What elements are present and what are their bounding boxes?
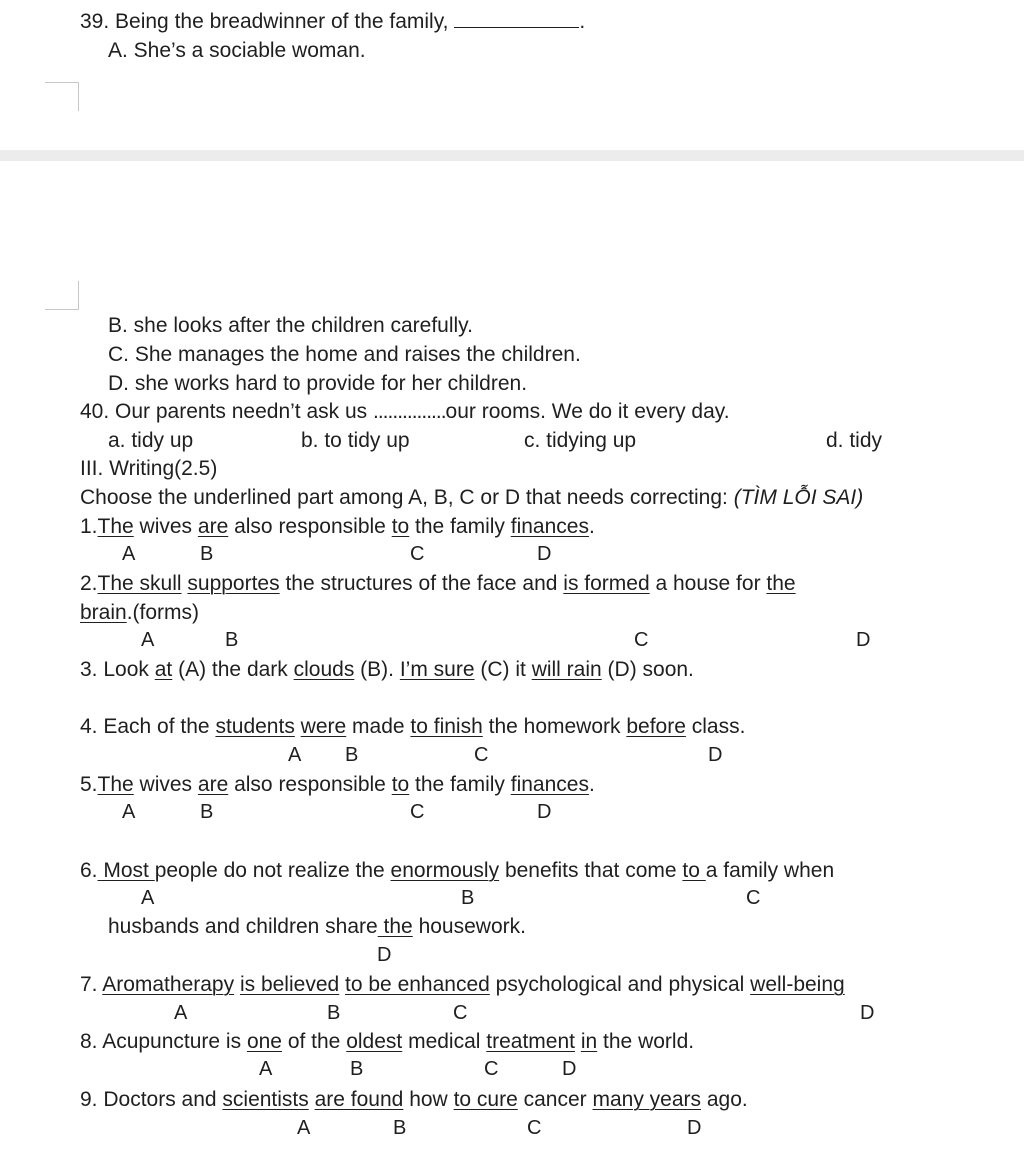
s8-label-d: D [562,1058,577,1080]
text-run: people do not realize the [154,859,391,882]
s2-part-c: is formed [563,572,650,595]
s1-part-d: finances [510,515,589,538]
s4-part-a: students [215,715,295,738]
s9-part-b: are found [314,1088,404,1111]
sentence-5 [80,772,595,798]
s8-part-a: one [246,1030,282,1053]
text-run: housework. [412,915,526,938]
text-run: 6. [80,859,98,882]
s8-part-d: in [580,1030,598,1053]
s5-label-c: C [410,801,425,823]
q39-stem-end: . [579,10,586,33]
sentence-7 [80,972,845,998]
q39-option-c: C. She manages the home and raises the children. [108,343,581,366]
text-run: cancer [517,1088,593,1111]
s7-part-b: is believed [239,973,340,996]
answer-blank [454,11,579,28]
q40-option-d: d. tidy [826,429,883,452]
s2-part-d: the [766,572,796,595]
q40-option-b: b. to tidy up [301,429,410,452]
s5-label-b: B [200,801,214,823]
s7-part-d: well-being [750,973,845,996]
q39-option-d: D. she works hard to provide for her children. [108,372,528,395]
s2-label-a: A [141,629,155,651]
text-run: the family [409,515,511,538]
text-run: a family when [705,859,835,882]
sentence-2-line-2 [80,600,199,626]
s4-part-d: before [626,715,686,738]
s6-label-d: D [377,944,392,966]
text-run: (C) it [474,658,532,681]
s2-part-b: supportes [187,572,280,595]
text-run: of the [281,1030,347,1053]
text-run: ago. [701,1088,748,1111]
text-run: psychological and physical [489,973,751,996]
s8-label-b: B [350,1058,364,1080]
page-gap [0,150,1024,161]
instruction-vietnamese: (TÌM LỖI SAI) [733,486,864,509]
text-run: 4. Each of the [80,715,216,738]
text-run: 8. Acupuncture is [80,1030,247,1053]
text-run: 1. [80,515,98,538]
q39-stem [80,9,585,35]
s7-part-c: to be enhanced [345,973,490,996]
q40-stem-pre: 40. Our parents needn’t ask us [80,400,374,423]
sentence-3 [80,657,694,683]
text-run: the world. [597,1030,695,1053]
text-run: . [588,515,595,538]
text-run: benefits that come [499,859,683,882]
s4-part-c: to finish [410,715,483,738]
s1-part-b: are [197,515,229,538]
s4-label-c: C [474,744,489,766]
s6-part-c: to [682,859,706,882]
text-run: (D) soon. [601,658,694,681]
s4-label-b: B [345,744,359,766]
s3-part-b: clouds [293,658,355,681]
s2-label-c: C [634,629,649,651]
s4-label-a: A [288,744,302,766]
s2-part-a: The skull [97,572,182,595]
s7-label-a: A [174,1002,188,1024]
s9-label-b: B [393,1117,407,1139]
s9-part-c: to cure [453,1088,518,1111]
s4-part-b: were [300,715,347,738]
section-heading: III. Writing(2.5) [80,457,218,480]
text-run: . [588,773,595,796]
s2-part-d-cont: brain [80,601,127,624]
s7-label-d: D [860,1002,875,1024]
s6-label-b: B [461,887,475,909]
s6-part-a: Most [97,859,155,882]
text-run: wives [133,515,198,538]
text-run: also responsible [228,515,392,538]
s9-part-a: scientists [222,1088,309,1111]
s2-label-d: D [856,629,871,651]
instruction-text: Choose the underlined part among A, B, C or D that needs correcting: [80,486,734,509]
text-run: 2. [80,572,98,595]
s1-label-c: C [410,543,425,565]
sentence-1 [80,514,595,540]
s5-part-c: to [391,773,410,796]
s9-part-d: many years [592,1088,702,1111]
s5-label-d: D [537,801,552,823]
s8-label-a: A [259,1058,273,1080]
section-instruction [80,485,863,511]
s2-label-b: B [225,629,239,651]
q40-option-a: a. tidy up [108,429,194,452]
text-run: also responsible [228,773,392,796]
s6-label-a: A [141,887,155,909]
text-run: 3. Look [80,658,155,681]
s7-label-b: B [327,1002,341,1024]
s9-label-c: C [527,1117,542,1139]
text-run: the homework [482,715,627,738]
s9-label-d: D [687,1117,702,1139]
s6-label-c: C [746,887,761,909]
text-run: 9. Doctors and [80,1088,223,1111]
text-run: medical [402,1030,487,1053]
text-run: 7. [80,973,103,996]
sentence-4 [80,714,745,740]
q40-stem-post: our rooms. We do it every day. [445,400,730,423]
s7-label-c: C [453,1002,468,1024]
sentence-2 [80,571,796,597]
s5-part-b: are [197,773,229,796]
q40-dots: ............... [373,400,446,423]
sentence-8 [80,1029,694,1055]
text-run: how [403,1088,454,1111]
text-run: made [346,715,411,738]
text-run: class. [685,715,746,738]
text-run: .(forms) [126,601,200,624]
s1-part-c: to [391,515,410,538]
text-run: husbands and children share [108,915,378,938]
s9-label-a: A [297,1117,311,1139]
s3-part-d: will rain [531,658,602,681]
text-run: wives [133,773,198,796]
page-corner-top [45,82,79,111]
text-run: (B). [354,658,400,681]
q39-option-a: A. She’s a sociable woman. [108,39,366,62]
text-run: a house for [649,572,767,595]
s1-label-b: B [200,543,214,565]
s8-part-b: oldest [346,1030,403,1053]
s5-part-d: finances [510,773,589,796]
text-run: the family [409,773,511,796]
s8-part-c: treatment [486,1030,575,1053]
text-run: 5. [80,773,98,796]
text-run: (A) the dark [172,658,294,681]
s1-label-d: D [537,543,552,565]
s7-part-a: Aromatherapy [102,973,235,996]
text-run: the structures of the face and [279,572,564,595]
s8-label-c: C [484,1058,499,1080]
sentence-6 [80,858,834,884]
s4-label-d: D [708,744,723,766]
q39-option-b: B. she looks after the children carefully. [108,314,473,337]
s6-part-b: enormously [390,859,500,882]
s5-part-a: The [97,773,134,796]
s6-part-d: the [377,915,413,938]
q39-stem-text: 39. Being the breadwinner of the family, [80,10,455,33]
s1-part-a: The [97,515,134,538]
s3-part-c: I’m sure [399,658,475,681]
q40-stem [80,399,730,425]
sentence-6-line-2 [108,914,526,940]
q40-option-c: c. tidying up [524,429,637,452]
sentence-9 [80,1087,748,1113]
s5-label-a: A [122,801,136,823]
s3-part-a: at [154,658,173,681]
s1-label-a: A [122,543,136,565]
page-corner-bottom [45,281,79,310]
